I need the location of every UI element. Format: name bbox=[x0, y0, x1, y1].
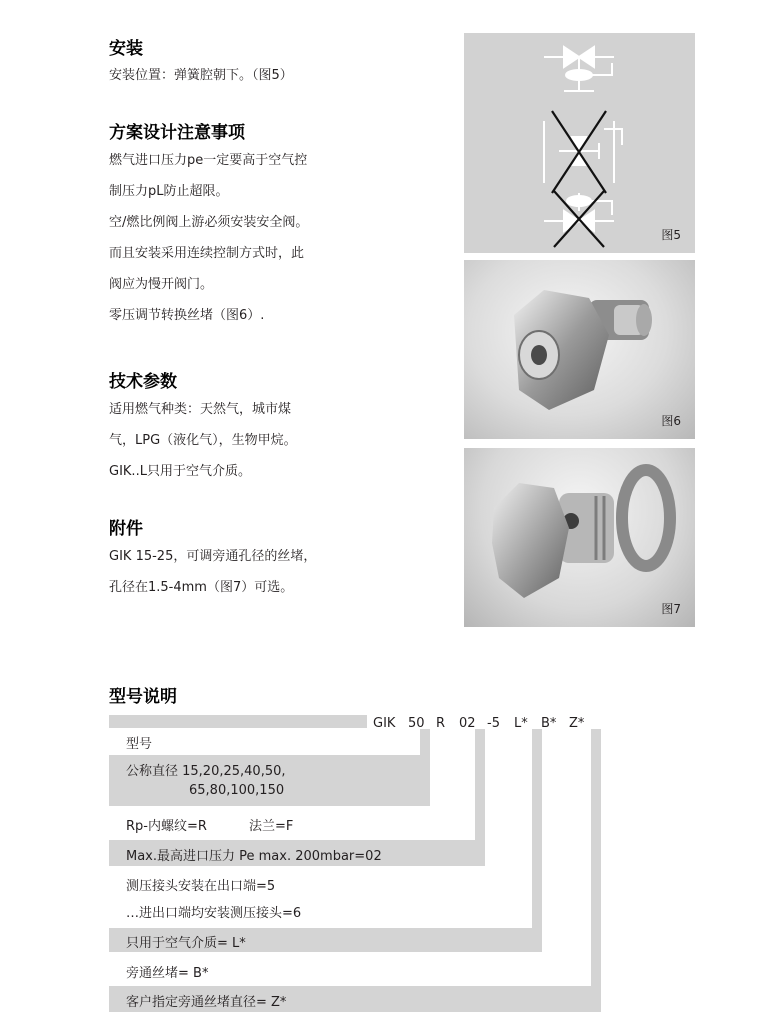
connector-L bbox=[532, 729, 542, 952]
type-code-row-bypass-plug: 旁通丝堵= B* bbox=[126, 966, 209, 981]
type-code-row-custom-bypass: 客户指定旁通丝堵直径= Z* bbox=[126, 995, 287, 1010]
figure-6-label: 图6 bbox=[661, 414, 681, 428]
install-line-1: 安装位置：弹簧腔朝下。（图5） bbox=[109, 68, 293, 83]
figure-7-label: 图7 bbox=[661, 602, 681, 616]
code-part-gik: GIK bbox=[373, 716, 396, 731]
connector-02 bbox=[475, 729, 485, 866]
type-code-row-test-outlet: 测压接头安装在出口端=5 bbox=[126, 879, 276, 894]
type-code-row-air-only: 只用于空气介质= L* bbox=[126, 936, 246, 951]
type-code-row-diameter-1: 公称直径 15,20,25,40,50, bbox=[126, 764, 286, 779]
figure-7-bypass-plug-photo bbox=[464, 448, 695, 627]
design-line-6: 零压调节转换丝堵（图6）. bbox=[109, 308, 265, 323]
type-code-row-diameter-2: 65,80,100,150 bbox=[189, 783, 285, 798]
tech-line-3: GIK..L只用于空气介质。 bbox=[109, 464, 251, 479]
design-line-5: 阀应为慢开阀门。 bbox=[109, 277, 214, 292]
bypass-plug-illustration bbox=[464, 448, 695, 627]
code-part-5: -5 bbox=[487, 716, 500, 731]
installation-schematic bbox=[464, 33, 695, 253]
accessories-heading: 附件 bbox=[109, 519, 143, 539]
tech-heading: 技术参数 bbox=[109, 372, 177, 392]
tech-line-2: 气，LPG（液化气），生物甲烷。 bbox=[109, 433, 297, 448]
code-part-l: L* bbox=[514, 716, 528, 731]
connector-50 bbox=[420, 729, 430, 806]
figure-6-plug-photo bbox=[464, 260, 695, 439]
accessories-line-1: GIK 15-25，可调旁通孔径的丝堵， bbox=[109, 549, 317, 564]
type-code-heading: 型号说明 bbox=[109, 687, 177, 707]
type-code-row-flange: 法兰=F bbox=[249, 819, 294, 834]
install-heading: 安装 bbox=[109, 39, 143, 59]
connector-Z bbox=[591, 729, 601, 1012]
figure-5-label: 图5 bbox=[661, 228, 681, 242]
type-code-row-test-both: …进出口端均安装测压接头=6 bbox=[126, 906, 302, 921]
code-part-02: 02 bbox=[459, 716, 476, 731]
code-part-50: 50 bbox=[408, 716, 425, 731]
plug-illustration bbox=[464, 260, 695, 439]
tech-line-1: 适用燃气种类：天然气，城市煤 bbox=[109, 402, 292, 417]
code-part-b: B* bbox=[541, 716, 557, 731]
accessories-line-2: 孔径在1.5-4mm（图7）可选。 bbox=[109, 580, 294, 595]
type-code-row-max-pressure: Max.最高进口压力 Pe max. 200mbar=02 bbox=[126, 849, 382, 864]
code-part-z: Z* bbox=[569, 716, 585, 731]
figure-5-installation-diagram bbox=[464, 33, 695, 253]
design-heading: 方案设计注意事项 bbox=[109, 123, 245, 143]
design-line-4: 而且安装采用连续控制方式时，此 bbox=[109, 246, 305, 261]
type-code-row-thread: Rp-内螺纹=R bbox=[126, 819, 207, 834]
design-line-1: 燃气进口压力pe一定要高于空气控 bbox=[109, 153, 308, 168]
type-code-bar-header bbox=[109, 715, 367, 728]
design-line-2: 制压力pL防止超限。 bbox=[109, 184, 229, 199]
code-part-r: R bbox=[436, 716, 446, 731]
design-line-3: 空/燃比例阀上游必须安装安全阀。 bbox=[109, 215, 309, 230]
type-code-row-type: 型号 bbox=[126, 737, 153, 752]
